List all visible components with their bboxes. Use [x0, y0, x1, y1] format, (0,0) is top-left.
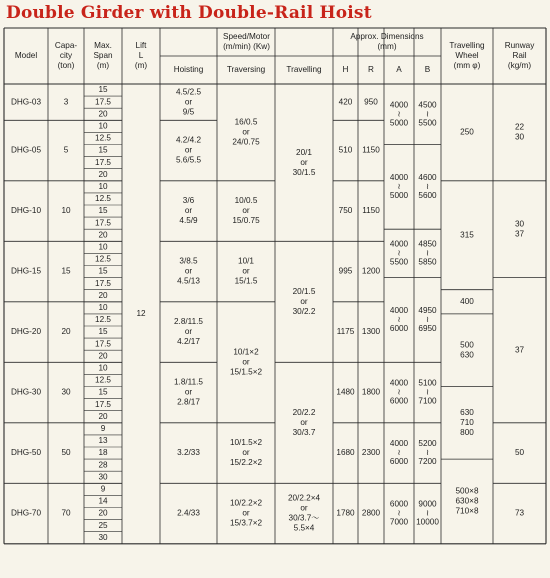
hoisting-cell: 4.2/17 — [177, 337, 200, 347]
model-cell: DHG-20 — [10, 327, 42, 337]
wheel-cell: 630 — [460, 407, 474, 417]
span-cell: 9 — [100, 424, 106, 434]
dim-b-cell: 4600 — [418, 173, 437, 183]
span-cell: 12.5 — [95, 315, 111, 325]
dim-a-cell: 4000 — [389, 239, 409, 249]
capacity-cell: 10 — [61, 206, 71, 216]
hoisting-cell: 2.8/11.5 — [174, 317, 203, 327]
dim-r-cell: 1200 — [361, 266, 381, 276]
dim-r-cell: 1150 — [362, 206, 380, 216]
dim-h-cell: 420 — [338, 97, 353, 107]
span-cell: 17.5 — [95, 278, 111, 288]
dim-a-cell: ≀ — [397, 109, 401, 119]
capacity-cell: 20 — [61, 327, 71, 337]
header-travelling: Travelling — [286, 65, 322, 75]
wheel-cell: 500×8 — [455, 486, 479, 496]
header-max-span: (m) — [96, 61, 110, 71]
travelling-cell: or — [300, 296, 308, 306]
span-cell: 15 — [98, 387, 108, 397]
wheel-cell: 710 — [460, 417, 474, 427]
traversing-cell: 24/0.75 — [232, 137, 260, 147]
span-cell: 10 — [98, 242, 108, 252]
hoisting-cell: 4.5/13 — [177, 276, 200, 286]
hoisting-cell: 4.2/4.2 — [175, 135, 202, 145]
traversing-cell: 15/3.7×2 — [229, 518, 263, 528]
header-max-span: Max. — [94, 41, 112, 51]
dim-a-cell: ≀ — [397, 248, 401, 258]
dim-b-cell: ≀ — [425, 182, 430, 192]
span-cell: 30 — [98, 472, 108, 482]
span-cell: 10 — [98, 121, 108, 131]
header-lift: L — [138, 51, 144, 61]
span-cell: 20 — [98, 290, 108, 300]
dim-b-cell: 4500 — [418, 100, 437, 110]
span-cell: 20 — [98, 230, 108, 240]
header-dim-h: H — [342, 65, 349, 75]
dim-a-cell: 4000 — [389, 173, 409, 183]
traversing-cell: or — [242, 266, 250, 276]
dim-b-cell: ≀ — [425, 248, 430, 258]
travelling-cell: 20/1 — [296, 147, 312, 157]
model-cell: DHG-15 — [10, 266, 42, 276]
capacity-cell: 70 — [61, 508, 71, 518]
dim-r-cell: 1150 — [362, 145, 380, 155]
header-dimensions: Approx. Dimensions — [350, 32, 424, 42]
span-cell: 17.5 — [95, 97, 111, 107]
dim-b-cell: 5200 — [418, 439, 437, 449]
span-cell: 20 — [98, 351, 108, 361]
dim-r-cell: 1800 — [361, 387, 381, 397]
span-cell: 28 — [98, 460, 108, 470]
span-cell: 13 — [98, 436, 108, 446]
dim-h-cell: 750 — [338, 206, 353, 216]
wheel-cell: 630×8 — [455, 496, 479, 506]
dim-r-cell: 1300 — [361, 327, 381, 337]
span-cell: 15 — [98, 145, 108, 155]
wheel-cell: 250 — [460, 127, 474, 137]
traversing-cell: or — [242, 448, 250, 458]
span-cell: 15 — [98, 327, 108, 337]
rail-cell: 30 — [514, 132, 525, 142]
header-travelling-wheel: Travelling — [449, 41, 485, 51]
header-speed-motor: Speed/Motor — [223, 32, 270, 42]
span-cell: 10 — [98, 182, 108, 192]
dim-a-cell: 5500 — [389, 257, 409, 267]
traversing-cell: or — [242, 508, 250, 518]
wheel-cell: 710×8 — [455, 506, 479, 516]
traversing-cell: 10/1.5×2 — [229, 438, 263, 448]
dim-a-cell: 4000 — [389, 100, 409, 110]
span-cell: 12.5 — [95, 194, 111, 204]
dim-a-cell: 6000 — [389, 396, 409, 406]
header-travelling-wheel: (mm φ) — [453, 61, 481, 71]
dim-a-cell: 4000 — [389, 439, 409, 449]
dim-b-cell: 5100 — [418, 378, 437, 388]
dim-h-cell: 1680 — [336, 448, 355, 458]
dim-b-cell: 7200 — [418, 457, 437, 467]
dim-b-cell: 5500 — [418, 118, 437, 128]
dim-a-cell: ≀ — [397, 182, 401, 192]
span-cell: 9 — [100, 484, 106, 494]
dim-h-cell: 1480 — [336, 387, 355, 397]
traversing-cell: or — [242, 127, 250, 137]
dim-h-cell: 1780 — [336, 508, 355, 518]
travelling-cell: 20/1.5 — [292, 286, 316, 296]
traversing-cell: 10/0.5 — [234, 196, 258, 206]
span-cell: 17.5 — [95, 218, 111, 228]
rail-cell: 37 — [514, 229, 525, 239]
traversing-cell: or — [242, 357, 250, 367]
hoisting-cell: 3/6 — [182, 196, 195, 206]
span-cell: 17.5 — [95, 157, 111, 167]
capacity-cell: 50 — [61, 448, 71, 458]
dim-b-cell: ≀ — [425, 508, 430, 518]
dim-a-cell: 5000 — [389, 118, 409, 128]
dim-b-cell: ≀ — [425, 315, 430, 325]
model-cell: DHG-50 — [10, 448, 42, 458]
dim-b-cell: ≀ — [425, 448, 430, 458]
hoisting-cell: or — [184, 327, 193, 337]
span-cell: 10 — [98, 363, 108, 373]
model-cell: DHG-03 — [10, 97, 42, 107]
dim-a-cell: ≀ — [397, 508, 401, 518]
dim-b-cell: ≀ — [425, 387, 430, 397]
capacity-cell: 30 — [61, 387, 71, 397]
header-hoisting: Hoisting — [173, 65, 204, 75]
dim-h-cell: 510 — [338, 145, 353, 155]
traversing-cell: 10/2.2×2 — [229, 498, 263, 508]
wheel-cell: 800 — [460, 427, 474, 437]
dim-h-cell: 1175 — [336, 327, 355, 337]
hoisting-cell: 5.6/5.5 — [175, 155, 202, 165]
span-cell: 15 — [98, 266, 108, 276]
dim-b-cell: 5600 — [418, 191, 437, 201]
span-cell: 25 — [98, 520, 108, 530]
lift-cell: 12 — [136, 309, 146, 319]
hoisting-cell: 4.5/9 — [179, 216, 198, 226]
hoisting-cell: or — [184, 97, 193, 107]
header-capacity: city — [59, 51, 73, 61]
span-cell: 17.5 — [95, 339, 111, 349]
header-dim-b: B — [424, 65, 431, 75]
traversing-cell: 16/0.5 — [234, 117, 258, 127]
travelling-cell: 30/2.2 — [292, 306, 316, 316]
header-dimensions: (mm) — [377, 42, 397, 52]
traversing-cell: 15/1.5 — [234, 276, 258, 286]
header-dim-a: A — [396, 65, 402, 75]
travelling-cell: 5.5×4 — [293, 523, 315, 533]
header-runway-rail: (kg/m) — [507, 61, 532, 71]
traversing-cell: 15/2.2×2 — [229, 458, 263, 468]
header-dim-r: R — [368, 65, 374, 75]
span-cell: 14 — [98, 496, 108, 506]
wheel-cell: 630 — [460, 350, 474, 360]
traversing-cell: 15/1.5×2 — [229, 367, 263, 377]
capacity-cell: 5 — [63, 145, 69, 155]
span-cell: 20 — [98, 169, 108, 179]
rail-cell: 22 — [514, 122, 525, 132]
span-cell: 17.5 — [95, 399, 111, 409]
dim-r-cell: 950 — [364, 97, 378, 107]
header-model: Model — [14, 51, 38, 61]
travelling-cell: 30/3.7～ — [288, 513, 320, 523]
dim-a-cell: ≀ — [397, 315, 401, 325]
dim-b-cell: 4950 — [418, 306, 437, 316]
hoisting-cell: or — [184, 206, 193, 216]
travelling-cell: or — [300, 417, 308, 427]
span-cell: 12.5 — [95, 133, 111, 143]
dim-a-cell: 6000 — [389, 499, 409, 509]
dim-a-cell: 7000 — [389, 517, 409, 527]
dim-b-cell: 10000 — [416, 517, 439, 527]
model-cell: DHG-10 — [10, 206, 42, 216]
hoisting-cell: or — [184, 145, 193, 155]
wheel-cell: 500 — [460, 340, 474, 350]
dim-a-cell: 5000 — [389, 191, 409, 201]
rail-cell: 50 — [514, 448, 525, 458]
model-cell: DHG-05 — [10, 145, 42, 155]
wheel-cell: 315 — [460, 230, 474, 240]
dim-r-cell: 2800 — [361, 508, 381, 518]
dim-a-cell: ≀ — [397, 387, 401, 397]
hoisting-cell: 3.2/33 — [177, 448, 200, 458]
span-cell: 20 — [98, 109, 108, 119]
dim-a-cell: ≀ — [397, 448, 401, 458]
dim-b-cell: 4850 — [418, 239, 437, 249]
hoisting-cell: 9/5 — [182, 107, 195, 117]
dim-b-cell: 6950 — [418, 324, 437, 334]
rail-cell: 73 — [514, 508, 525, 518]
hoisting-cell: 3/8.5 — [179, 256, 198, 266]
header-runway-rail: Runway — [504, 41, 535, 51]
hoisting-cell: 4.5/2.5 — [175, 87, 202, 97]
span-cell: 15 — [98, 206, 108, 216]
dim-a-cell: 4000 — [389, 378, 409, 388]
dim-a-cell: 6000 — [389, 324, 409, 334]
travelling-cell: 30/1.5 — [292, 167, 316, 177]
capacity-cell: 3 — [63, 97, 69, 107]
header-max-span: Span — [93, 51, 113, 61]
hoisting-cell: 2.8/17 — [177, 397, 200, 407]
wheel-cell: 400 — [460, 296, 474, 306]
header-travelling-wheel: Wheel — [455, 51, 479, 61]
dim-b-cell: 9000 — [418, 499, 437, 509]
dim-a-cell: 6000 — [389, 457, 409, 467]
travelling-cell: 20/2.2 — [292, 407, 316, 417]
hoisting-cell: 1.8/11.5 — [174, 377, 203, 387]
span-cell: 12.5 — [95, 375, 111, 385]
dim-h-cell: 995 — [338, 266, 353, 276]
span-cell: 12.5 — [95, 254, 111, 264]
header-capacity: Capa- — [54, 41, 78, 51]
header-capacity: (ton) — [57, 61, 75, 71]
header-runway-rail: Rail — [512, 51, 527, 61]
span-cell: 20 — [98, 508, 108, 518]
rail-cell: 37 — [514, 345, 525, 355]
capacity-cell: 15 — [61, 266, 71, 276]
span-cell: 20 — [98, 411, 108, 421]
span-cell: 30 — [98, 532, 108, 542]
traversing-cell: or — [242, 206, 250, 216]
traversing-cell: 10/1×2 — [233, 347, 259, 357]
model-cell: DHG-30 — [10, 387, 42, 397]
travelling-cell: or — [300, 503, 308, 513]
travelling-cell: or — [300, 157, 308, 167]
hoisting-cell: or — [184, 266, 193, 276]
span-cell: 10 — [98, 303, 108, 313]
traversing-cell: 10/1 — [238, 256, 254, 266]
rail-cell: 30 — [514, 219, 525, 229]
span-cell: 15 — [98, 85, 108, 95]
dim-r-cell: 2300 — [361, 448, 381, 458]
dim-b-cell: 5850 — [418, 257, 437, 267]
hoisting-cell: or — [184, 387, 193, 397]
header-lift: Lift — [135, 41, 147, 51]
travelling-cell: 30/3.7 — [292, 427, 316, 437]
header-traversing: Traversing — [226, 65, 266, 75]
header-speed-motor: (m/min) (Kw) — [223, 42, 270, 52]
dim-b-cell: 7100 — [418, 396, 437, 406]
traversing-cell: 15/0.75 — [232, 216, 260, 226]
hoisting-cell: 2.4/33 — [177, 508, 200, 518]
span-cell: 18 — [98, 448, 108, 458]
dim-a-cell: 4000 — [389, 306, 409, 316]
page-title: Double Girder with Double-Rail Hoist — [6, 3, 372, 23]
travelling-cell: 20/2.2×4 — [287, 493, 321, 503]
dim-b-cell: ≀ — [425, 109, 430, 119]
model-cell: DHG-70 — [10, 508, 42, 518]
header-lift: (m) — [134, 61, 148, 71]
